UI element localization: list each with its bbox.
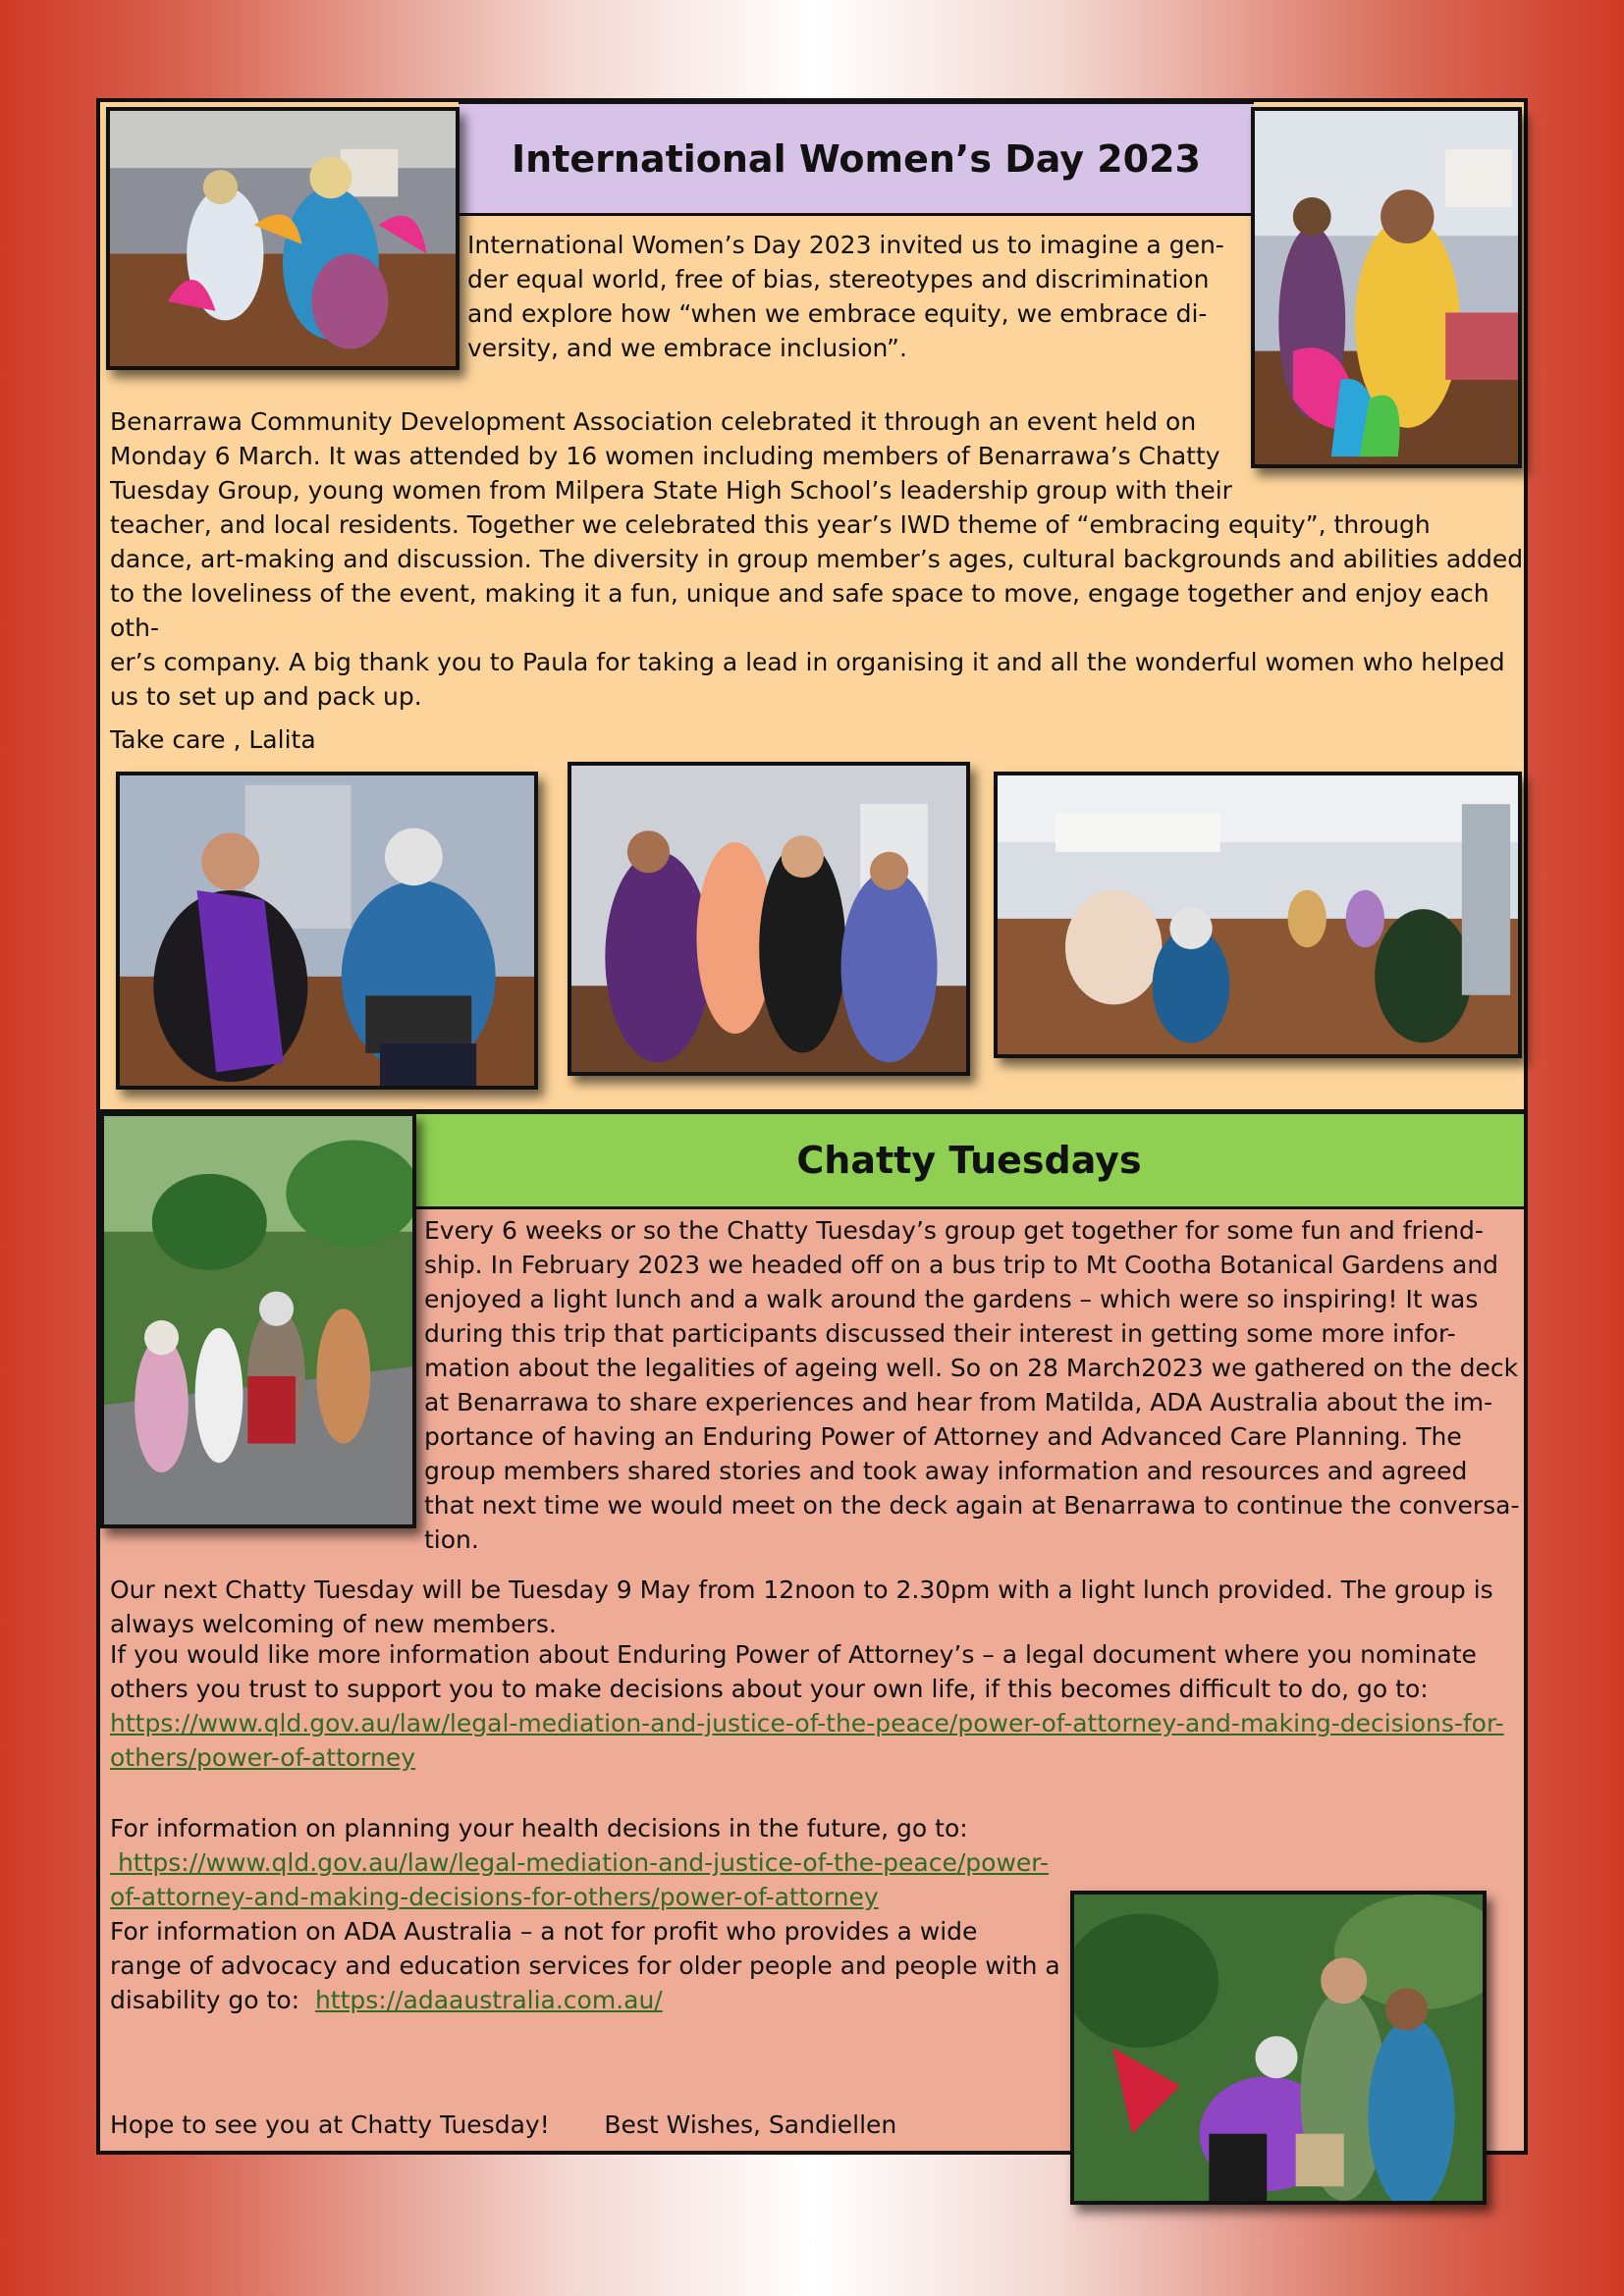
chatty-body-line: Every 6 weeks or so the Chatty Tuesday’s group get together for some fun and friend- [424,1216,1484,1245]
chatty-ada-info [110,1914,1092,2017]
iwd-body [110,404,1524,714]
chatty-body-line: portance of having an Enduring Power of Attorney and Advanced Care Planning. The [424,1422,1462,1451]
chatty-next-session [110,1573,1524,1641]
iwd-intro-line: and explore how “when we embrace equity, we embrace di- [467,299,1208,328]
iwd-photo-group-dancing [568,762,970,1076]
iwd-body-line: us to set up and pack up. [110,682,422,711]
chatty-next-line: Our next Chatty Tuesday will be Tuesday 9 May from 12noon to 2.30pm with a light lunch provided. The group is [110,1575,1493,1604]
chatty-section [100,1112,1524,2151]
chatty-body-line: enjoyed a light lunch and a walk around the gardens – which were so inspiring! It was [424,1285,1479,1313]
iwd-photo-two-women-seated [116,772,538,1090]
chatty-body-line: that next time we would meet on the deck again at Benarrawa to continue the conversa- [424,1491,1520,1520]
iwd-body-line: Tuesday Group, young women from Milpera State High School’s leadership group with their [110,476,1232,505]
chatty-ada-line: range of advocacy and education services for older people and people with a [110,1951,1060,1980]
chatty-closing: Hope to see you at Chatty Tuesday! Best Wishes, Sandiellen [110,2110,897,2139]
iwd-body-line: to the loveliness of the event, making it a fun, unique and safe space to move, engage together and enjoy each oth- [110,579,1489,642]
iwd-body-line: Benarrawa Community Development Association celebrated it through an event held on [110,407,1197,436]
chatty-title: Chatty Tuesdays [414,1112,1524,1209]
epa-link[interactable]: https://www.qld.gov.au/law/legal-mediation-and-justice-of-the-peace/power-of-attorney-and-making-decisions-for- [110,1709,1504,1737]
iwd-photo-dancers [106,107,460,370]
iwd-body-line: teacher, and local residents. Together we celebrated this year’s IWD theme of “embracing equity”, through [110,510,1431,539]
iwd-intro-line: der equal world, free of bias, stereotypes and discrimination [467,265,1210,294]
chatty-ada-prefix: disability go to: [110,1986,315,2014]
chatty-body [424,1213,1522,1557]
chatty-ada-line: For information on ADA Australia – a not for profit who provides a wide [110,1917,978,1946]
iwd-intro-line: International Women’s Day 2023 invited us to imagine a gen- [467,231,1224,259]
chatty-next-line: always welcoming of new members. [110,1610,557,1638]
newsletter-frame [96,98,1528,2155]
chatty-body-line: mation about the legalities of ageing well. So on 28 March2023 we gathered on the deck [424,1354,1519,1382]
health-link[interactable]: https://www.qld.gov.au/law/legal-mediation-and-justice-of-the-peace/power- [110,1848,1049,1877]
chatty-body-line: group members shared stories and took away information and resources and agreed [424,1457,1468,1485]
iwd-section [100,102,1524,1112]
chatty-body-line: at Benarrawa to share experiences and hear from Matilda, ADA Australia about the im- [424,1388,1493,1416]
chatty-epa-line: others you trust to support you to make decisions about your own life, if this becomes difficult to do, go to: [110,1675,1429,1703]
chatty-health-line: For information on planning your health decisions in the future, go to: [110,1814,968,1842]
iwd-photo-hall-circle [994,772,1522,1058]
chatty-health-info [110,1811,1092,1914]
iwd-intro-line: versity, and we embrace inclusion”. [467,334,907,362]
epa-link[interactable]: others/power-of-attorney [110,1743,416,1772]
chatty-body-line: ship. In February 2023 we headed off on a bus trip to Mt Cootha Botanical Gardens and [424,1251,1499,1279]
chatty-body-line: tion. [424,1525,479,1554]
iwd-body-line: er’s company. A big thank you to Paula for taking a lead in organising it and all the wonderful women who helped [110,648,1505,676]
iwd-intro [467,228,1253,365]
health-link[interactable]: of-attorney-and-making-decisions-for-others/power-of-attorney [110,1883,879,1911]
chatty-photo-garden-ladies [1070,1891,1487,2205]
iwd-body-line: dance, art-making and discussion. The diversity in group member’s ages, cultural backgrounds and abilities added [110,545,1524,573]
iwd-signoff: Take care , Lalita [110,725,316,754]
chatty-body-line: during this trip that participants discussed their interest in getting some more infor- [424,1319,1456,1348]
chatty-photo-botanical-group [100,1112,416,1528]
chatty-epa-info [110,1637,1524,1775]
chatty-epa-line: If you would like more information about Enduring Power of Attorney’s – a legal document where you nominate [110,1640,1477,1669]
ada-link[interactable]: https://adaaustralia.com.au/ [314,1986,663,2014]
iwd-body-line: Monday 6 March. It was attended by 16 women including members of Benarrawa’s Chatty [110,442,1220,470]
iwd-title: International Women’s Day 2023 [459,102,1254,216]
